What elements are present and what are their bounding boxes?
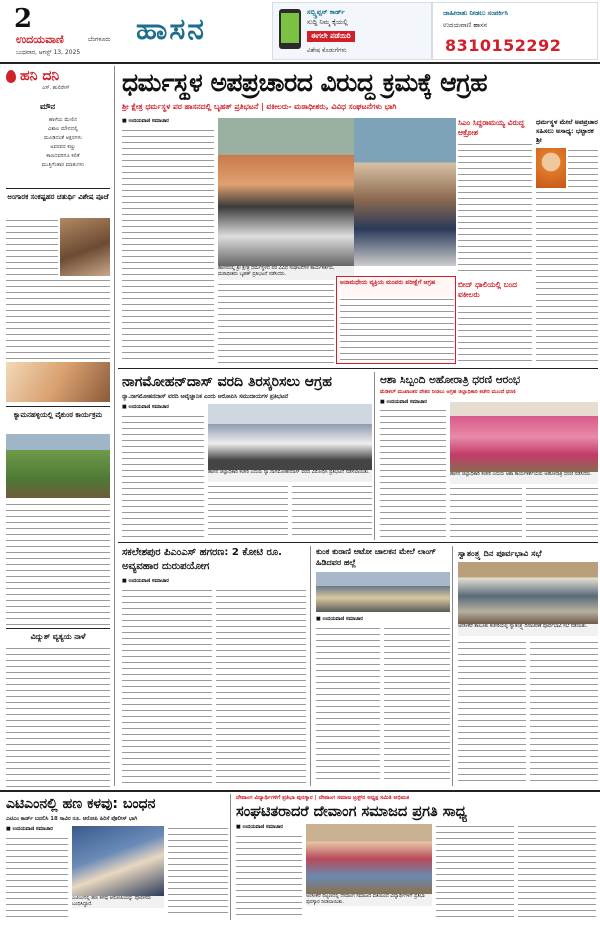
logo-byline: ಎಸ್. ಹುಲಿರೇಸ್ (42, 85, 70, 91)
story2-body (6, 502, 110, 626)
logo-text: ಹನಿ ದನಿ (20, 68, 60, 84)
atm-photo (72, 826, 164, 896)
atm-body-col1 (6, 836, 68, 918)
divider (6, 406, 110, 407)
sakaleshpur-byline: ■ ಉದಯವಾಣಿ ಸಮಾಚಾರ (122, 578, 169, 584)
nagamohan-photo-caption: ಹಾಸನ ಜಿಲ್ಲಾಧಿಕಾರಿ ಕಚೇರಿ ಎದುರು ನ್ಯಾ.ನಾಗಮೋಹನದಾಸ್ ವರದಿ ವಿರೋಧಿಸಿ ಪ್ರತಿಭಟನೆ ನಡೆಸಲಾಯಿತು. (208, 470, 372, 482)
sakaleshpur-body-col1 (122, 588, 212, 784)
divider (0, 790, 600, 792)
column-rule (452, 546, 453, 786)
sit-box-text: ಅನಾಮಧೇಯ ವ್ಯಕ್ತಿಯ ಮಂಪರು ಪರೀಕ್ಷೆಗೆ ಆಗ್ರಹ (340, 279, 436, 286)
ad1-line3: ವಿಶೇಷ ಕೊಡುಗೆಗಳು (307, 47, 347, 54)
column-rule (374, 372, 375, 540)
atm-subhead: ಎಟಿಎಂ ಕಾರ್ಡ್ ಬದಲಿಸಿ 18 ಸಾವಿರ ರೂ. ಆರೋಪಿ ಹಿರಿಸೆ ಪೊಲೀಸ್ ಭಾಗಿ (6, 816, 138, 822)
date: ಬುಧವಾರ, ಆಗಸ್ಟ್ 13, 2025 (16, 49, 81, 56)
sit-box-headline (340, 279, 454, 287)
left-column (2, 66, 112, 790)
drop-icon (6, 70, 16, 83)
story3-body (6, 646, 110, 788)
devanga-headline: ಸಂಘಟಿತರಾದರೆ ದೇವಾಂಗ ಸಮಾಜದ ಪ್ರಗತಿ ಸಾಧ್ಯ (236, 804, 467, 820)
story3-headline-text: ವಿದ್ಯುತ್ ವ್ಯತ್ಯಯ ನಾಳೆ (30, 632, 86, 641)
story1-headline-text: ಅಂಗಾರಕ ಸಂಕಷ್ಟಹರ ಚತುರ್ಥಿ ವಿಶೇಷ ಪೂಜೆ (7, 193, 109, 201)
asha-body-col1 (380, 408, 446, 538)
right-body-2 (536, 190, 598, 364)
auto-byline: ■ ಉದಯವಾಣಿ ಸಮಾಚಾರ (316, 616, 363, 622)
sakaleshpur-headline (122, 546, 308, 574)
column-rule (230, 794, 231, 920)
auto-headline-text: ಕುಂಕ ಕುರಾಣಿ ಆಟೋ ಚಾಲಕನ ಮೇಲೆ ಲಾಂಗ್ ಹಿಡಿದವರ ಹಲ್ಲೆ (316, 547, 437, 567)
nagamohan-body-col2 (208, 484, 288, 538)
nagamohan-byline: ■ ಉದಯವಾಣಿ ಸಮಾಚಾರ (122, 404, 169, 410)
auto-body-col1 (316, 626, 380, 784)
ad2-line2: ಉದಯವಾಣಿ ಹಾಸನ (443, 21, 488, 29)
phone-icon (279, 9, 301, 49)
devanga-body-col1 (236, 834, 302, 918)
page-number: 2 (14, 4, 33, 34)
devanga-kicker: ದೇವಾಂಗ ವಿದ್ಯಾರ್ಥಿಗಳಿಗೆ ಪ್ರತಿಭಾ ಪುರಸ್ಕಾರ | ದೇವಾಂಗ ಸಮಾಜ ಟ್ರಸ್ಟ್‌ನ ಅಧ್ಯಕ್ಷ ಸಮಿತಿ ಅಭಿಮತ (236, 795, 410, 801)
ad2-line1: ಜಾಹೀರಾತು ನೀಡಲು ಸಂಪರ್ಕಿಸಿ (443, 9, 509, 17)
lead-headline: ಧರ್ಮಸ್ಥಳ ಅಪಪ್ರಚಾರದ ವಿರುದ್ಧ ಕ್ರಮಕ್ಕೆ ಆಗ್ರಹ (122, 68, 488, 97)
divider (118, 368, 598, 369)
meeting-photo (458, 562, 598, 624)
story2-headline (6, 410, 110, 420)
poem-line: ಅವರವರ ಕಣ್ಣು (50, 144, 76, 150)
asha-subhead: ಮೆಡಿಕಲ್ ಮುಖಾಂತರ ವೇತನ ನೀಡಲು ಆಗ್ರಹ ಜಿಲ್ಲಾಧಿಕಾರಿ ಕಚೇರಿ ಮುಂದೆ ಧರಣಿ (380, 389, 516, 395)
column-rule (114, 66, 115, 786)
lead-photo-caption: ಹಾಸನದಲ್ಲಿ ಶ್ರೀ ಕ್ಷೇತ್ರ ಧರ್ಮಸ್ಥಳದ ಪರ ವಿವಿಧ ಸಂಘಟನೆಗಳ ಕಾರ್ಯಕರ್ತರು, ಮಠಾಧೀಶರು ಬೃಹತ್ ಪ್ರತಿಭಟನೆ ನಡೆಸಿದರು. (218, 266, 354, 280)
atm-headline: ಎಟಿಎಂನಲ್ಲಿ ಹಣ ಕಳವು: ಬಂಧನ (6, 796, 156, 812)
poem-line: ಹಾಳೆಯ ಮೇಲಿನ (48, 117, 78, 123)
poem-lines (20, 116, 106, 170)
ad2-phone: 8310152292 (445, 36, 562, 55)
nagamohan-body-col3 (292, 484, 372, 538)
auto-body-col2 (384, 626, 450, 784)
sakaleshpur-story (118, 546, 308, 786)
nagamohan-story (118, 372, 372, 540)
story1-headline (6, 192, 110, 202)
lead-body-col2 (218, 282, 334, 364)
protest-photo (218, 118, 354, 266)
nagamohan-subhead: ನ್ಯಾ.ನಾಗಮೋಹನದಾಸ್ ವರದಿ ಅವೈಜ್ಞಾನಿಕ ಎಂದು ಆರೋಪಿಸಿ ಸಮುದಾಯಗಳ ಪ್ರತಿಭಟನೆ (122, 394, 289, 400)
story1-body-2 (6, 278, 110, 360)
asha-byline: ■ ಉದಯವಾಣಿ ಸಮಾಚಾರ (380, 399, 427, 405)
nagamohan-headline: ನಾಗಮೋಹನ್‌ದಾಸ್ ವರದಿ ತಿರಸ್ಕರಿಸಲು ಆಗ್ರಹ (122, 374, 332, 390)
lead-body-col1 (122, 128, 214, 364)
temple-photo (60, 218, 110, 276)
divider (118, 542, 598, 543)
right-headline-text: ಧರ್ಮಸ್ಥಳ ಮೇಲೆ ಅಪಪ್ರಚಾರ ಸಹಿಸಲು ಅಸಾಧ್ಯ: ಭಟ್ಟಾರಕ ಶ್ರೀ (536, 118, 598, 144)
cm-body (458, 142, 532, 276)
devanga-photo (306, 824, 432, 894)
atm-story (2, 794, 228, 920)
poem-line: ಮೂಡಿದಂತೆ ಅಕ್ಷರಗಳು (43, 135, 82, 141)
cm-headline-text: ಸಿಎಂ ಸಿದ್ದರಾಮಯ್ಯ ವಿರುದ್ಧ ಆಕ್ರೋಶ (458, 118, 525, 137)
hani-dani-logo (6, 68, 110, 92)
lead-subhead: ಶ್ರೀ ಕ್ಷೇತ್ರ ಧರ್ಮಸ್ಥಳ ಪರ ಹಾಸನದಲ್ಲಿ ಬೃಹತ್ ಪ್ರತಿಭಟನೆ | ವಕೀಲರು- ಮಠಾಧೀಶರು, ವಿವಿಧ ಸಂಘಟನೆಗಳು ಭಾಗಿ (122, 102, 397, 111)
independence-body-col2 (530, 640, 598, 784)
asha-body-col3 (526, 486, 598, 538)
sit-box (336, 276, 456, 364)
independence-body-col1 (458, 640, 526, 784)
story3-headline (6, 632, 110, 642)
poem-title: ಮೌನ (40, 102, 56, 111)
subscription-ad (272, 2, 432, 60)
story1-body (6, 218, 58, 276)
lead-story (118, 66, 598, 366)
devanga-story (234, 794, 598, 920)
nagamohan-photo (208, 404, 372, 470)
ad1-line2: ಸುದ್ದಿ ನಿಮ್ಮ ಕೈಯಲ್ಲಿ (307, 18, 348, 26)
independence-photo-caption: ಅರಸೀಕೆರೆ ತಾಲೂಕು ಕಚೇರಿಯಲ್ಲಿ ಸ್ವಾತಂತ್ರ್ಯ ದಿನಾಚರಣೆ ಪೂರ್ವಭಾವಿ ಸಭೆ ನಡೆಯಿತು. (458, 624, 598, 636)
atm-body-col2 (168, 826, 228, 918)
devanga-byline: ■ ಉದಯವಾಣಿ ಸಮಾಚಾರ (236, 824, 283, 830)
asha-photo (450, 402, 598, 472)
section-title-band (122, 2, 272, 60)
devanga-body-col3 (518, 824, 596, 918)
paper-name: ಉದಯವಾಣಿ (16, 33, 64, 46)
asha-photo-caption: ಹಾಸನ ಜಿಲ್ಲಾಧಿಕಾರಿ ಕಚೇರಿ ಎದುರು ಆಶಾ ಕಾರ್ಯಕರ್ತೆಯರು ಅಹೋರಾತ್ರಿ ಧರಣಿ ನಡೆಸಿದರು. (450, 472, 598, 484)
nagamohan-body-col1 (122, 414, 204, 538)
poem-box (6, 94, 110, 186)
atm-photo-caption: ಎಟಿಎಂನಲ್ಲಿ ಹಣ ಕಳವು ಆರೋಪಿಯನ್ನು ಪೊಲೀಸರು ಬಂಧಿಸಿದ್ದಾರೆ. (72, 896, 164, 908)
cm-box (458, 118, 598, 364)
ad1-line1: ಸಬ್ಸ್ಕ್ರಿಪ್ಷನ್ ಕಾರ್ಡ್ (307, 8, 345, 16)
auto-story (314, 546, 450, 786)
sakaleshpur-body-col2 (216, 588, 306, 784)
devanga-photo-caption: ಅರಸೀಕೆರೆ ಪಟ್ಟಣದಲ್ಲಿ ದೇವಾಂಗ ಸಮಾಜದ ವತಿಯಿಂದ ವಿದ್ಯಾರ್ಥಿಗಳಿಗೆ ಪ್ರತಿಭಾ ಪುರಸ್ಕಾರ ನೀಡಲಾಯಿತು. (306, 894, 432, 906)
lead-byline: ■ ಉದಯವಾಣಿ ಸಮಾಚಾರ (122, 118, 169, 124)
edition: ಬೆಂಗಳೂರು (88, 36, 111, 43)
sakaleshpur-headline-text: ಸಕಲೇಶಪುರ ಪಿಎಂಎಸ್‌ ಹಗರಣ: 2 ಕೋಟಿ ರೂ. ಅವ್ಯವಹಾರ ದುರುಪಯೋಗ (122, 547, 282, 572)
independence-story (456, 546, 598, 786)
independence-headline: ಸ್ವಾತಂತ್ರ್ಯ ದಿನ ಪೂರ್ವಭಾವಿ ಸಭೆ (458, 548, 542, 558)
section-title: ಹಾಸನ (136, 12, 206, 47)
field-photo (6, 434, 110, 498)
poem-line: ವಿಶಾಲ ಮೌನದಲ್ಲಿ (47, 126, 79, 132)
protest-photo-2 (354, 118, 456, 266)
masthead (0, 0, 600, 62)
right-headline (536, 118, 598, 145)
lawyers-headline-text: ಬೀದ್ ಧಾಲಿಯಲ್ಲಿ ಬಂದ ವಕೀಲರು (458, 280, 517, 299)
asha-body-col2 (450, 486, 522, 538)
ganesha-photo (6, 362, 110, 402)
lawyers-headline (458, 280, 532, 300)
column-rule (310, 546, 311, 786)
lawyers-body (458, 304, 532, 364)
cm-headline (458, 118, 532, 138)
swamiji-photo (536, 148, 566, 188)
divider (6, 628, 110, 629)
poem-line: ಕಾಣದವರಿಗೂ ಕಲಿಕೆ (46, 153, 80, 159)
sit-box-body (340, 297, 454, 361)
auto-headline (316, 546, 450, 568)
advertise-ad (432, 2, 598, 60)
masthead-rule (0, 62, 600, 64)
atm-byline: ■ ಉದಯವಾಣಿ ಸಮಾಚಾರ (6, 826, 53, 832)
asha-headline: ಆಶಾ ಸಿಬ್ಬಂದಿ ಅಹೋರಾತ್ರಿ ಧರಣಿ ಆರಂಭ (380, 374, 521, 386)
auto-photo (316, 572, 450, 612)
divider (6, 188, 110, 189)
ad1-badge: ಈಗಲೇ ಪಡೆಯಿರಿ (307, 31, 355, 42)
asha-story (378, 372, 598, 540)
poem-line: ಮುತ್ತಿಗೆಂತಾರ ಮಾತುಗಳು (41, 162, 85, 168)
story2-headline-text: ಕ್ಯಾಮನಹಳ್ಳಿಯಲ್ಲಿ ವೈಕುಂಠ ಕಾರ್ಯಕ್ರಮ (13, 411, 103, 419)
right-body (568, 148, 598, 188)
devanga-body-col2 (436, 824, 514, 918)
